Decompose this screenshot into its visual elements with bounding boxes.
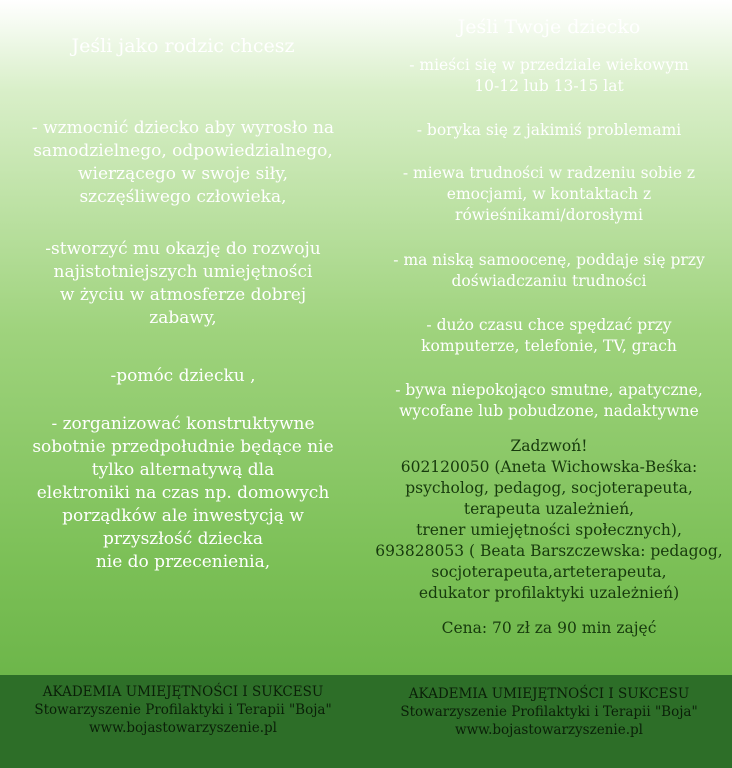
right-item-5: - dużo czasu chce spędzać przy komputerze, telefonie, TV, grach	[421, 316, 677, 355]
left-item-4: - zorganizować konstruktywne sobotnie przedpołudnie będące nie tylko alternatywą dla elektroniki na czas np. domowych porządków ale inwestycją w przyszłość dziecka nie do przecenienia,	[32, 414, 334, 572]
left-heading: Jeśli jako rodzic chcesz	[71, 35, 295, 57]
footer-bar	[0, 675, 732, 768]
right-item-1: - mieści się w przedziale wiekowym 10-12 lub 13-15 lat	[409, 56, 689, 95]
footer-website-link[interactable]: www.bojastowarzyszenie.pl	[455, 722, 643, 738]
left-item-2: -stworzyć mu okazję do rozwoju najistotniejszych umiejętności w życiu w atmosferze dobrej zabawy,	[45, 239, 321, 328]
right-item-4: - ma niską samoocenę, poddaje się przy doświadczaniu trudności	[393, 251, 705, 290]
right-item-6: - bywa niepokojąco smutne, apatyczne, wycofane lub pobudzone, nadaktywne	[395, 381, 703, 420]
footer-org-name: AKADEMIA UMIEJĘTNOŚCI I SUKCESU	[408, 686, 690, 702]
footer-org-name: AKADEMIA UMIEJĘTNOŚCI I SUKCESU	[42, 684, 324, 700]
right-item-2: - boryka się z jakimiś problemami	[416, 121, 682, 139]
price-info: Cena: 70 zł za 90 min zajęć	[441, 619, 657, 637]
right-heading: Jeśli Twoje dziecko	[457, 16, 641, 38]
contact-info: Zadzwoń! 602120050 (Aneta Wichowska-Beśka: psycholog, pedagog, socjoterapeuta, terapeuta uzależnień, trener umiejętności społecznych), 693828053 ( Beata Barszczewska: pedagog, socjoterapeuta,arteterapeuta, edukator profilaktyki uzależnień)	[375, 437, 723, 602]
footer-right	[366, 685, 732, 739]
footer-left	[0, 683, 366, 737]
right-item-3: - miewa trudności w radzeniu sobie z emocjami, w kontaktach z rówieśnikami/dorosłymi	[402, 164, 696, 224]
footer-website-link[interactable]: www.bojastowarzyszenie.pl	[89, 720, 277, 736]
footer-association: Stowarzyszenie Profilaktyki i Terapii "Boja"	[34, 702, 332, 718]
left-item-3: -pomóc dziecku ,	[110, 366, 256, 386]
left-item-1: - wzmocnić dziecko aby wyrosło na samodzielnego, odpowiedzialnego, wierzącego w swoje siły, szczęśliwego człowieka,	[31, 118, 335, 207]
footer-association: Stowarzyszenie Profilaktyki i Terapii "Boja"	[400, 704, 698, 720]
